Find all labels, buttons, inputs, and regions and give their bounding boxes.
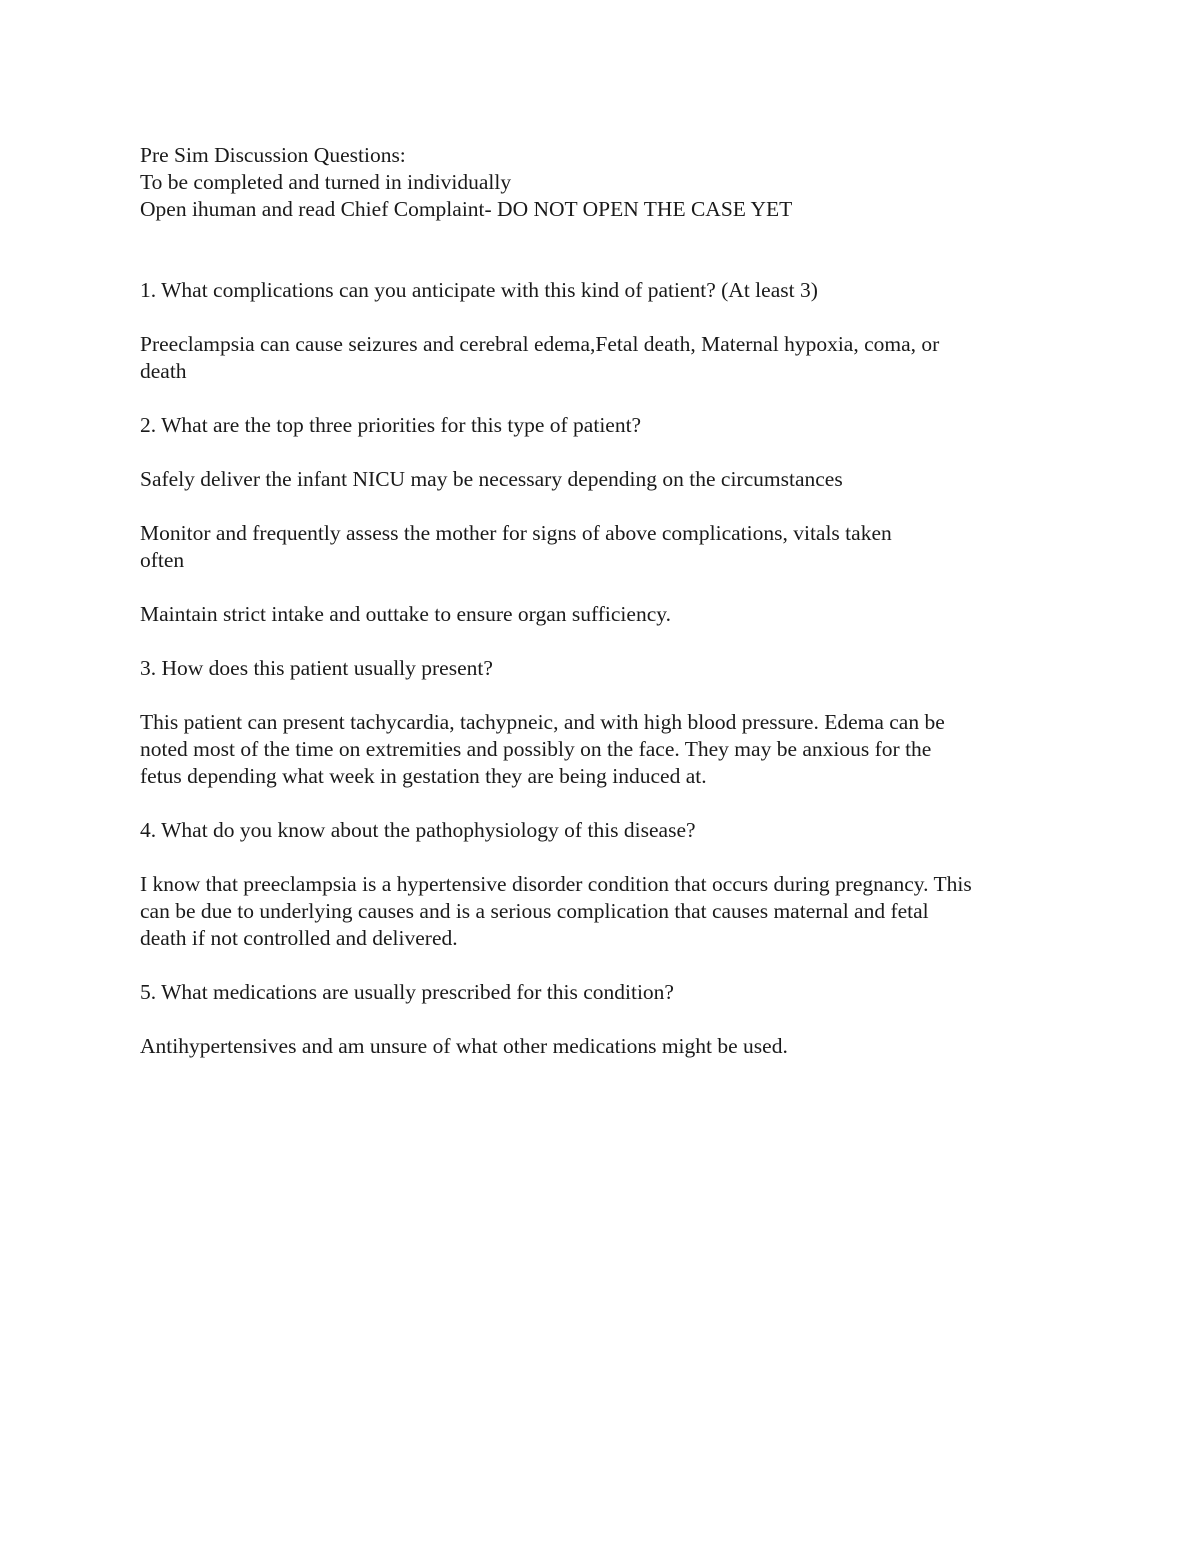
answer-line: Antihypertensives and am unsure of what other medications might be used. [140,1034,788,1058]
answer-paragraph [140,331,1070,385]
answer-line: fetus depending what week in gestation they are being induced at. [140,764,707,788]
answer-paragraph [140,520,1070,574]
answer-paragraph [140,871,1070,952]
document-header [140,142,1070,223]
answer-line: death if not controlled and delivered. [140,926,458,950]
answer-line: noted most of the time on extremities and possibly on the face. They may be anxious for the [140,737,932,761]
answer-paragraph [140,466,1070,493]
answer-line: death [140,359,187,383]
answer-line: This patient can present tachycardia, tachypneic, and with high blood pressure. Edema can be [140,710,945,734]
question-text: 3. How does this patient usually present? [140,656,493,680]
answer-paragraph [140,601,1070,628]
instruction-line: To be completed and turned in individually [140,170,512,194]
answer-line: often [140,548,185,572]
question-text: 5. What medications are usually prescribed for this condition? [140,980,674,1004]
answer-line: Maintain strict intake and outtake to ensure organ sufficiency. [140,602,671,626]
question-text: 4. What do you know about the pathophysiology of this disease? [140,818,696,842]
question-text: 2. What are the top three priorities for this type of patient? [140,413,642,437]
answer-line: Preeclampsia can cause seizures and cerebral edema,Fetal death, Maternal hypoxia, coma, or [140,332,940,356]
question-block [140,979,1070,1060]
question-block [140,817,1070,979]
answer-line: Safely deliver the infant NICU may be necessary depending on the circumstances [140,467,843,491]
document-content [140,142,1070,1060]
instruction-line: Open ihuman and read Chief Complaint- DO NOT OPEN THE CASE YET [140,197,793,221]
question-block [140,277,1070,412]
question-text: 1. What complications can you anticipate with this kind of patient? (At least 3) [140,278,818,302]
answer-paragraph [140,709,1070,790]
document-title: Pre Sim Discussion Questions: [140,143,406,167]
answer-line: Monitor and frequently assess the mother for signs of above complications, vitals taken [140,521,892,545]
answer-line: can be due to underlying causes and is a serious complication that causes maternal and fetal [140,899,929,923]
answer-paragraph [140,1033,1070,1060]
question-block [140,655,1070,817]
question-block [140,412,1070,655]
answer-line: I know that preeclampsia is a hypertensive disorder condition that occurs during pregnancy. This [140,872,972,896]
